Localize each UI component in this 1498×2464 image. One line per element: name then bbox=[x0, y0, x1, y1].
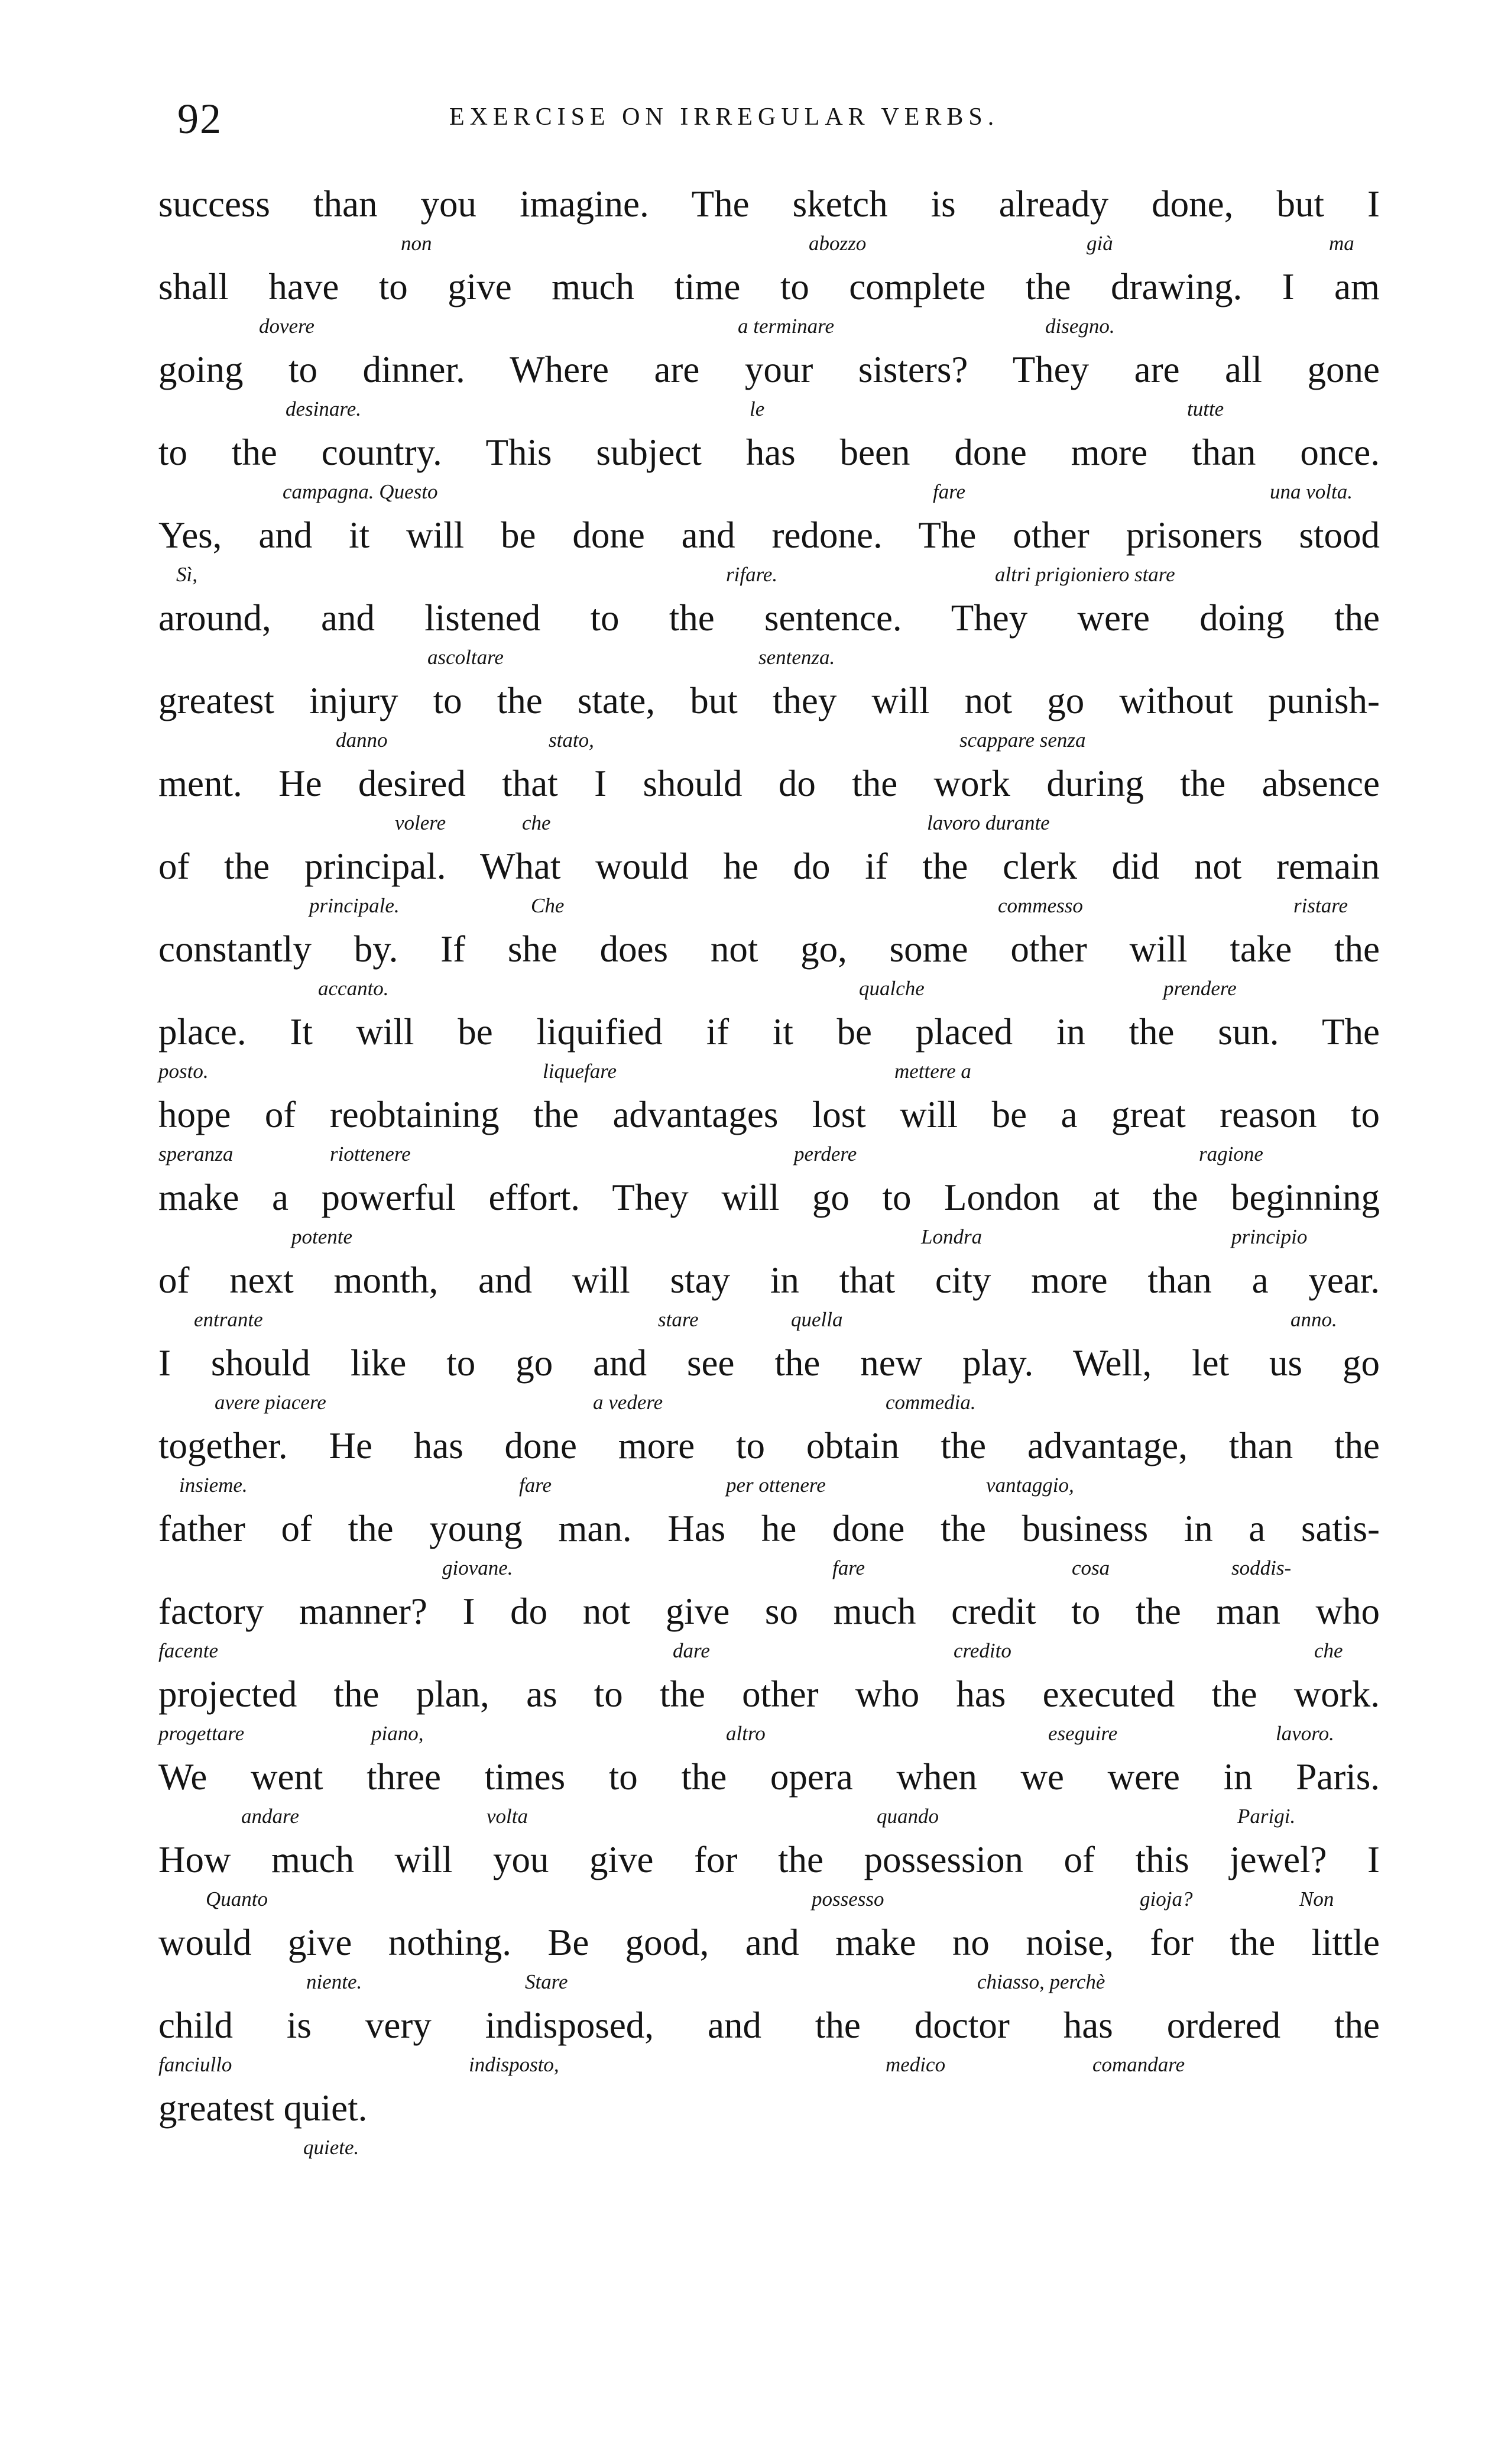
italian-gloss: non bbox=[401, 232, 432, 255]
italian-gloss: abozzo bbox=[809, 232, 867, 255]
text-line bbox=[158, 1833, 1380, 1916]
italian-gloss: ragione bbox=[1199, 1142, 1263, 1165]
gloss-line bbox=[158, 559, 1380, 590]
italian-gloss: stato, bbox=[549, 728, 594, 752]
text-line bbox=[158, 1502, 1380, 1585]
italian-gloss: che bbox=[522, 811, 551, 834]
text-line bbox=[158, 674, 1380, 757]
italian-gloss: ascoltare bbox=[427, 646, 504, 669]
italian-gloss: dovere bbox=[259, 315, 314, 338]
gloss-line bbox=[158, 394, 1380, 425]
italian-gloss: campagna. Questo bbox=[283, 480, 438, 503]
italian-gloss: piano, bbox=[371, 1722, 424, 1745]
english-line: We went three times to the opera when we were in Paris. bbox=[158, 1756, 1380, 1798]
italian-gloss: scappare senza bbox=[959, 728, 1086, 752]
italian-gloss: perdere bbox=[794, 1142, 857, 1165]
gloss-line bbox=[158, 228, 1380, 259]
running-head: EXERCISE ON IRREGULAR VERBS. bbox=[449, 103, 1000, 131]
italian-gloss: quando bbox=[877, 1805, 939, 1828]
english-line: constantly by. If she does not go, some other will take the bbox=[158, 928, 1380, 970]
italian-gloss: danno bbox=[336, 728, 388, 752]
gloss-line bbox=[158, 311, 1380, 342]
gloss-line bbox=[158, 1636, 1380, 1666]
text-line bbox=[158, 1088, 1380, 1171]
text-line bbox=[158, 1419, 1380, 1502]
gloss-line bbox=[158, 1718, 1380, 1749]
gloss-line bbox=[158, 477, 1380, 507]
italian-gloss: Stare bbox=[525, 1970, 568, 1993]
italian-gloss: avere piacere bbox=[215, 1391, 326, 1414]
italian-gloss: commesso bbox=[998, 894, 1083, 917]
italian-gloss: speranza bbox=[158, 1142, 234, 1165]
italian-gloss: ma bbox=[1329, 232, 1354, 255]
text-line bbox=[158, 509, 1380, 591]
english-line: I should like to go and see the new play. Well, let us go bbox=[158, 1342, 1380, 1384]
english-line: together. He has done more to obtain the advantage, than the bbox=[158, 1425, 1380, 1466]
italian-gloss: credito bbox=[954, 1639, 1011, 1662]
italian-gloss: chiasso, perchè bbox=[977, 1970, 1105, 1993]
italian-gloss: Non bbox=[1299, 1887, 1334, 1911]
italian-gloss: Quanto bbox=[206, 1887, 268, 1911]
italian-gloss: potente bbox=[291, 1225, 353, 1248]
english-line: child is very indisposed, and the doctor has ordered the bbox=[158, 2005, 1380, 2046]
gloss-line bbox=[158, 2132, 1380, 2163]
gloss-line bbox=[158, 1222, 1380, 1252]
italian-gloss: fanciullo bbox=[158, 2053, 232, 2076]
gloss-line bbox=[158, 1967, 1380, 1997]
italian-gloss: che bbox=[1314, 1639, 1343, 1662]
italian-gloss: vantaggio, bbox=[986, 1474, 1074, 1497]
english-line: hope of reobtaining the advantages lost will be a great reason to bbox=[158, 1094, 1380, 1135]
gloss-line bbox=[158, 1801, 1380, 1832]
italian-gloss: comandare bbox=[1092, 2053, 1185, 2076]
exercise-text bbox=[158, 177, 1380, 2164]
italian-gloss: anno. bbox=[1291, 1308, 1337, 1331]
italian-gloss: stare bbox=[658, 1308, 699, 1331]
italian-gloss: volta bbox=[487, 1805, 528, 1828]
text-line bbox=[158, 1916, 1380, 1999]
italian-gloss: insieme. bbox=[179, 1474, 248, 1497]
text-line bbox=[158, 2081, 1380, 2164]
italian-gloss: qualche bbox=[859, 977, 925, 1000]
english-line: would give nothing. Be good, and make no noise, for the little bbox=[158, 1922, 1380, 1963]
english-line: greatest quiet. bbox=[158, 2087, 368, 2129]
text-line bbox=[158, 343, 1380, 426]
italian-gloss: andare bbox=[241, 1805, 299, 1828]
italian-gloss: una volta. bbox=[1270, 480, 1353, 503]
text-line bbox=[158, 1750, 1380, 1833]
italian-gloss: ristare bbox=[1293, 894, 1348, 917]
text-line bbox=[158, 1254, 1380, 1336]
italian-gloss: accanto. bbox=[318, 977, 389, 1000]
italian-gloss: rifare. bbox=[726, 563, 778, 586]
gloss-line bbox=[158, 1470, 1380, 1501]
english-line: place. It will be liquified if it be placed in the sun. The bbox=[158, 1011, 1380, 1053]
italian-gloss: liquefare bbox=[543, 1060, 617, 1083]
italian-gloss: posto. bbox=[158, 1060, 209, 1083]
italian-gloss: cosa bbox=[1072, 1556, 1110, 1579]
gloss-line bbox=[158, 1387, 1380, 1418]
italian-gloss: volere bbox=[395, 811, 446, 834]
gloss-line bbox=[158, 1304, 1380, 1335]
text-line bbox=[158, 1999, 1380, 2081]
english-line: going to dinner. Where are your sisters? They are all gone bbox=[158, 349, 1380, 390]
page-header bbox=[177, 95, 1377, 148]
page-number: 92 bbox=[177, 95, 222, 143]
italian-gloss: a terminare bbox=[738, 315, 834, 338]
english-line: ment. He desired that I should do the work during the absence bbox=[158, 763, 1380, 804]
italian-gloss: commedia. bbox=[886, 1391, 976, 1414]
gloss-line bbox=[158, 725, 1380, 756]
text-line bbox=[158, 591, 1380, 674]
gloss-line bbox=[158, 1139, 1380, 1170]
text-line bbox=[158, 177, 1380, 260]
italian-gloss: possesso bbox=[812, 1887, 884, 1911]
text-line bbox=[158, 1171, 1380, 1254]
italian-gloss: già bbox=[1087, 232, 1113, 255]
italian-gloss: fare bbox=[519, 1474, 552, 1497]
english-line: Yes, and it will be done and redone. The other prisoners stood bbox=[158, 514, 1380, 556]
text-line bbox=[158, 1336, 1380, 1419]
italian-gloss: altri prigioniero stare bbox=[995, 563, 1175, 586]
italian-gloss: fare bbox=[933, 480, 966, 503]
italian-gloss: medico bbox=[886, 2053, 946, 2076]
italian-gloss: disegno. bbox=[1045, 315, 1115, 338]
italian-gloss: altro bbox=[726, 1722, 766, 1745]
italian-gloss: a vedere bbox=[593, 1391, 663, 1414]
italian-gloss: dare bbox=[673, 1639, 710, 1662]
english-line: make a powerful effort. They will go to London at the beginning bbox=[158, 1177, 1380, 1218]
english-line: factory manner? I do not give so much credit to the man who bbox=[158, 1591, 1380, 1632]
italian-gloss: Che bbox=[531, 894, 565, 917]
italian-gloss: desinare. bbox=[286, 397, 361, 420]
italian-gloss: tutte bbox=[1187, 397, 1224, 420]
italian-gloss: lavoro durante bbox=[927, 811, 1050, 834]
english-line: around, and listened to the sentence. They were doing the bbox=[158, 597, 1380, 639]
english-line: to the country. This subject has been done more than once. bbox=[158, 432, 1380, 473]
italian-gloss: eseguire bbox=[1048, 1722, 1118, 1745]
italian-gloss: quella bbox=[791, 1308, 843, 1331]
italian-gloss: Sì, bbox=[176, 563, 197, 586]
italian-gloss: giovane. bbox=[442, 1556, 513, 1579]
gloss-line bbox=[158, 642, 1380, 673]
text-line bbox=[158, 1005, 1380, 1088]
italian-gloss: quiete. bbox=[303, 2136, 359, 2159]
english-line: greatest injury to the state, but they will not go without punish- bbox=[158, 680, 1380, 721]
gloss-line bbox=[158, 1884, 1380, 1915]
gloss-line bbox=[158, 808, 1380, 838]
text-line bbox=[158, 840, 1380, 922]
italian-gloss: Londra bbox=[921, 1225, 983, 1248]
text-line bbox=[158, 1585, 1380, 1668]
english-line: of the principal. What would he do if the clerk did not remain bbox=[158, 846, 1380, 887]
italian-gloss: progettare bbox=[158, 1722, 245, 1745]
text-line bbox=[158, 1668, 1380, 1750]
italian-gloss: prendere bbox=[1163, 977, 1237, 1000]
gloss-line bbox=[158, 891, 1380, 921]
gloss-line bbox=[158, 973, 1380, 1004]
text-line bbox=[158, 757, 1380, 840]
text-line bbox=[158, 922, 1380, 1005]
gloss-line bbox=[158, 1056, 1380, 1087]
italian-gloss: gioja? bbox=[1140, 1887, 1193, 1911]
italian-gloss: Parigi. bbox=[1237, 1805, 1296, 1828]
italian-gloss: per ottenere bbox=[726, 1474, 826, 1497]
italian-gloss: principale. bbox=[309, 894, 400, 917]
gloss-line bbox=[158, 1553, 1380, 1584]
italian-gloss: soddis- bbox=[1231, 1556, 1292, 1579]
gloss-line bbox=[158, 2049, 1380, 2080]
english-line: of next month, and will stay in that city more than a year. bbox=[158, 1259, 1380, 1301]
italian-gloss: lavoro. bbox=[1276, 1722, 1334, 1745]
english-line: shall have to give much time to complete the drawing. I am bbox=[158, 266, 1380, 307]
english-line: How much will you give for the possession of this jewel? I bbox=[158, 1839, 1380, 1880]
italian-gloss: indisposto, bbox=[469, 2053, 559, 2076]
italian-gloss: riottenere bbox=[330, 1142, 411, 1165]
italian-gloss: le bbox=[750, 397, 765, 420]
italian-gloss: facente bbox=[158, 1639, 219, 1662]
text-line bbox=[158, 260, 1380, 343]
italian-gloss: principio bbox=[1231, 1225, 1308, 1248]
text-line bbox=[158, 426, 1380, 509]
italian-gloss: fare bbox=[832, 1556, 865, 1579]
italian-gloss: mettere a bbox=[894, 1060, 971, 1083]
english-line: projected the plan, as to the other who has executed the work. bbox=[158, 1673, 1380, 1715]
italian-gloss: sentenza. bbox=[758, 646, 835, 669]
italian-gloss: niente. bbox=[306, 1970, 362, 1993]
english-line: success than you imagine. The sketch is already done, but I bbox=[158, 183, 1380, 225]
italian-gloss: entrante bbox=[194, 1308, 263, 1331]
english-line: father of the young man. Has he done the business in a satis- bbox=[158, 1508, 1380, 1549]
